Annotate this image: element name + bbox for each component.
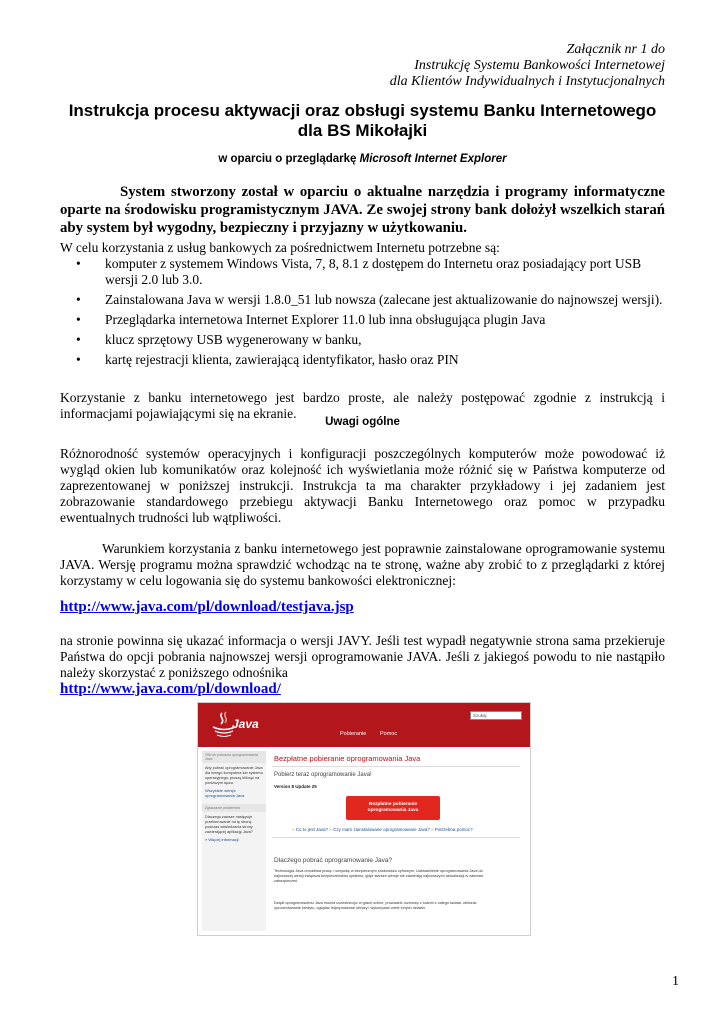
java-test-paragraph: na stronie powinna się ukazać informacja o wersji JAVY. Jeśli test wypadł negatywnie strona sama przekieruje Państwa do opcji pobrania najnowszej wersji oprogramowanie JAVA. Jeśli z jakiegoś powodu to nie nastąpiło należy skorzystać z poniższego odnośnika: [60, 633, 665, 680]
bullet-icon: •: [76, 352, 81, 367]
link-need-help[interactable]: Potrzebna pomoc?: [434, 827, 473, 832]
requirements-intro: W celu korzystania z usług bankowych za pośrednictwem Internetu potrzebne są:: [60, 240, 500, 255]
nav-pobieranie[interactable]: Pobieranie: [340, 731, 367, 737]
java-nav: [276, 729, 530, 747]
java-download-screenshot: [197, 702, 531, 936]
java-why-text-1: Technologia Java umożliwia pracę i rozrywkę w bezpiecznym środowisku cyfrowym. Uaktualnienie oprogramowania Java do najnowszej wersji zwiększa bezpieczeństwo systemu, gdyż starsze wersje nie zawierają najnowszych aktualizacji w zakresie zabezpieczeń.: [274, 869, 484, 883]
arrow-icon: »: [431, 827, 435, 832]
java-version: Version 8 Update 25: [274, 784, 317, 789]
general-remarks-heading: Uwagi ogólne: [325, 416, 400, 428]
java-download-button[interactable]: [346, 796, 440, 820]
divider: [272, 837, 520, 838]
arrow-icon: »: [329, 827, 334, 832]
java-requirement-paragraph: Warunkiem korzystania z banku internetowego jest poprawnie zainstalowane oprogramowanie systemu JAVA. Wersję programu można sprawdzić wchodząc na te stronę, ważne aby zrobić to z przeglądarki z której korzystamy w celu logowania się do systemu bankowości elektronicznej:: [60, 541, 665, 588]
java-sidebar: [202, 751, 266, 931]
sidebar-link-all-versions[interactable]: Wszystkie wersje oprogramowania Java: [205, 788, 245, 798]
download-button-line-2: oprogramowania Java: [367, 808, 419, 813]
java-main-heading: Bezpłatne pobieranie oprogramowania Java: [274, 754, 421, 763]
sidebar-link-more-info[interactable]: » Więcej informacji: [205, 837, 239, 842]
link-is-java-installed[interactable]: Czy mam zainstalowane oprogramowanie Java?: [333, 827, 430, 832]
annex-line-1: Załącznik nr 1 do: [566, 42, 665, 57]
sidebar-heading-problems: Zgłaszanie problemów: [202, 804, 266, 812]
java-help-links: [292, 827, 473, 832]
requirement-text: klucz sprzętowy USB wygenerowany w banku,: [105, 332, 362, 347]
title-line-2: dla BS Mikołajki: [297, 121, 428, 140]
usage-paragraph: Korzystanie z banku internetowego jest bardzo proste, ale należy postępować zgodnie z instrukcją i informacjami pojawiającymi się na ekranie.: [60, 390, 665, 421]
remarks-paragraph: Różnorodność systemów operacyjnych i konfiguracji poszczególnych komputerów może powodować iż wygląd okien lub komunikatów oraz kolejność ich wyświetlania może różnić się w Państwa komputerze od zaprezentowanej w poniższej instrukcji. Instrukcja ta ma charakter przykładowy i jej zadaniem jest zobrazowanie standardowego przebiegu aktywacji Banku Internetowego oraz pomoc w przypadku ewentualnych trudności lub wątpliwości.: [60, 446, 665, 525]
requirement-text: Przeglądarka internetowa Internet Explorer 11.0 lub inna obsługująca plugin Java: [105, 312, 546, 327]
testjava-link[interactable]: http://www.java.com/pl/download/testjava.jsp: [60, 599, 354, 615]
requirements-list: [60, 256, 665, 372]
java-search-input[interactable]: Szukaj: [470, 711, 522, 720]
bullet-icon: •: [76, 332, 81, 347]
sidebar-text-downloads: Aby pobrać oprogramowanie Java dla innego komputera lub systemu operacyjnego, proszę kliknąć na poniższym łączu.: [205, 766, 263, 785]
system-description: System stworzony został w oparciu o aktualne narzędzia i programy informatyczne oparte na środowisku programistycznym JAVA. Ze swojej strony bank dołożył wszelkich starań aby system był wygodny, bezpieczny i przyjazny w użytkowaniu.: [60, 184, 665, 236]
sidebar-text-problems: Dlaczego zawsze następuje przekierowanie na tę stronę podczas odwiedzania strony zawierającej aplikację Java?: [205, 815, 253, 834]
sidebar-heading-downloads: Pliki do pobrania oprogramowania Java: [202, 751, 266, 763]
annex-line-2: Instrukcję Systemu Bankowości Internetowej: [414, 58, 665, 73]
annex-line-3: dla Klientów Indywidualnych i Instytucjonalnych: [389, 74, 665, 89]
java-main-content: [272, 751, 522, 931]
subtitle-browser: Microsoft Internet Explorer: [359, 153, 507, 165]
requirement-text: Zainstalowana Java w wersji 1.8.0_51 lub nowsza (zalecane jest aktualizowanie do najnowszej wersji).: [105, 292, 663, 307]
page-number: 1: [672, 974, 679, 989]
arrow-icon: »: [292, 827, 296, 832]
bullet-icon: •: [76, 256, 81, 271]
list-item: [60, 352, 665, 368]
java-why-text-2: Dzięki oprogramowaniu Java można uczestniczyć w grach online, prowadzić rozmowy z ludźmi z całego świata, obliczać oprocentowanie kredytu, oglądać trójwymiarowe obrazy i wykonywać wiele innych działań.: [274, 901, 477, 910]
title-line-1: Instrukcja procesu aktywacji oraz obsługi systemu Banku Internetowego: [68, 101, 657, 120]
document-subtitle: [60, 153, 665, 165]
java-header-bar: [198, 703, 530, 747]
list-item: [60, 292, 665, 308]
bullet-icon: •: [76, 312, 81, 327]
download-button-line-1: Bezpłatne pobieranie: [368, 802, 418, 807]
java-logo-text: Java: [232, 717, 259, 731]
list-item: [60, 312, 665, 328]
java-download-link[interactable]: http://www.java.com/pl/download/: [60, 681, 281, 697]
java-main-subheading: Pobierz teraz oprogramowanie Java!: [274, 772, 372, 778]
bullet-icon: •: [76, 292, 81, 307]
link-what-is-java[interactable]: Co to jest Java?: [295, 827, 329, 832]
subtitle-prefix: w oparciu o przeglądarkę: [218, 153, 360, 165]
nav-pomoc[interactable]: Pomoc: [380, 731, 398, 737]
requirement-text: komputer z systemem Windows Vista, 7, 8, 8.1 z dostępem do Internetu oraz posiadający port USB wersji 2.0 lub 3.0.: [105, 256, 642, 287]
list-item: [60, 256, 665, 288]
document-title: [60, 101, 665, 141]
annex-header: [390, 42, 665, 90]
java-why-heading: Dlaczego pobrać oprogramowanie Java?: [274, 857, 393, 864]
requirement-text: kartę rejestracji klienta, zawierającą identyfikator, hasło oraz PIN: [105, 352, 459, 367]
divider: [272, 766, 520, 767]
list-item: [60, 332, 665, 348]
